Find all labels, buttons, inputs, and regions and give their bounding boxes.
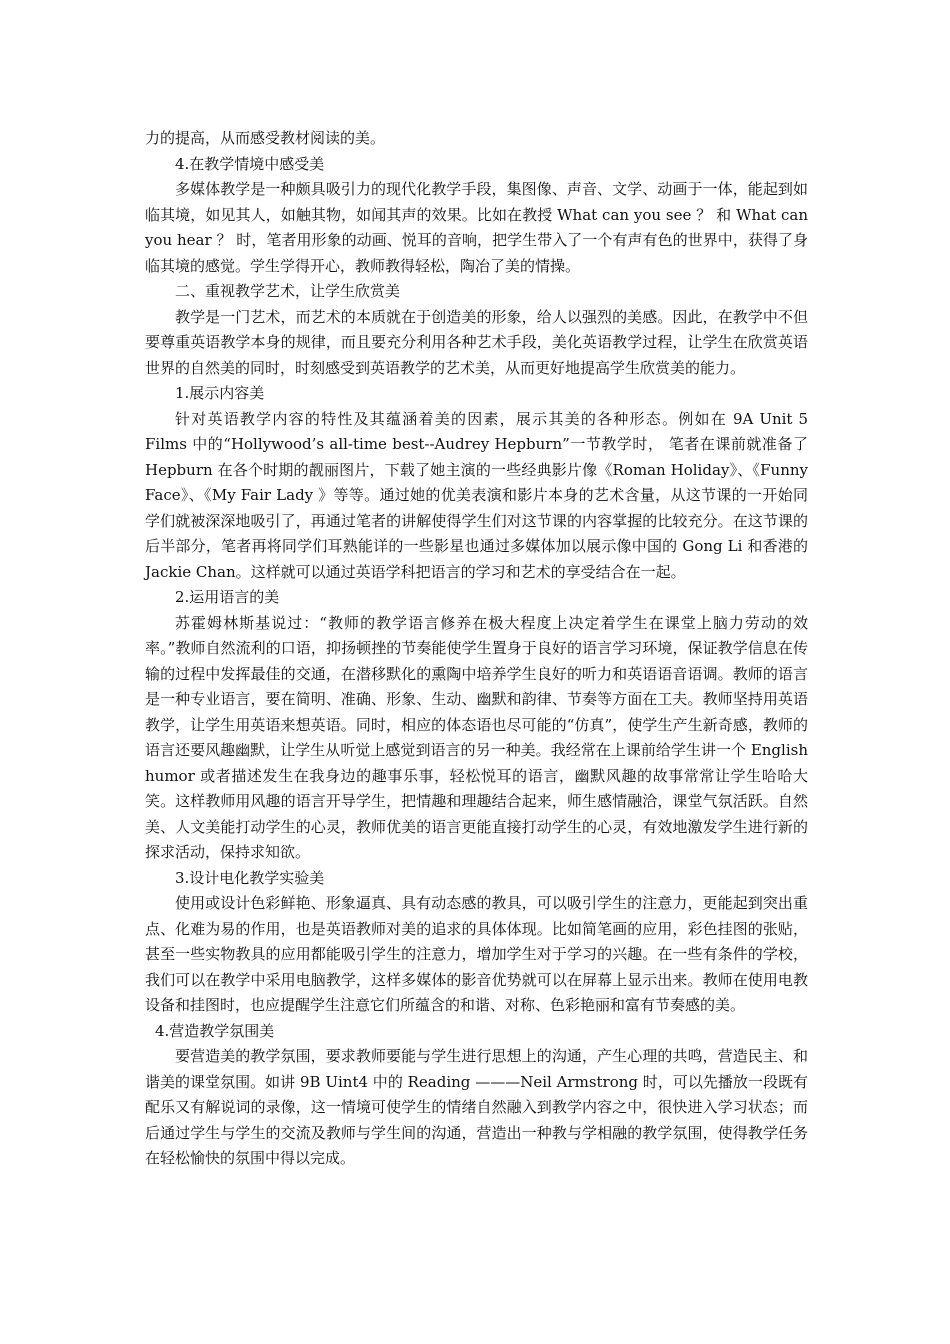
body-paragraph: 针对英语教学内容的特性及其蕴涵着美的因素，展示其美的各种形态。例如在 9A Unit 5 Films 中的“Hollywood’s all-time best--Audrey Hepburn”一节教学时， 笔者在课前就准备了 Hepburn 在各个时期的靓丽图片，下载了她主演的一些经典影片像《Roman Holiday》、《Funny Face》、《My Fair Lady 》等等。通过她的优美表演和影片本身的艺术含量，从这节课的一开始同学们就被深深地吸引了，再通过笔者的讲解使得学生们对这节课的内容掌握的比较充分。在这节课的后半部分，笔者再将同学们耳熟能详的一些影星也通过多媒体加以展示像中国的 Gong Li 和香港的 Jackie Chan。这样就可以通过英语学科把语言的学习和艺术的享受结合在一起。 (145, 409, 808, 581)
body-paragraph: 苏霍姆林斯基说过：“教师的教学语言修养在极大程度上决定着学生在课堂上脑力劳动的效率。”教师自然流利的口语，抑扬顿挫的节奏能使学生置身于良好的语言学习环境，保证教学信息在传输的过程中发挥最佳的交通，在潜移默化的熏陶中培养学生良好的听力和英语语音语调。教师的语言是一种专业语言，要在简明、准确、形象、生动、幽默和韵律、节奏等方面在工夫。教师坚持用英语教学，让学生用英语来想英语。同时，相应的体态语也尽可能的“仿真”，使学生产生新奇感，教师的语言还要风趣幽默，让学生从听觉上感觉到语言的另一种美。我经常在上课前给学生讲一个 English humor 或者描述发生在我身边的趣事乐事，轻松悦耳的语言，幽默风趣的故事常常让学生哈哈大笑。这样教师用风趣的语言开导学生，把情趣和理趣结合起来，师生感情融洽，课堂气氛活跃。自然美、人文美能打动学生的心灵，教师优美的语言更能直接打动学生的心灵，有效地激发学生进行新的探求活动，保持求知欲。 (145, 613, 808, 861)
section-heading: 1.展示内容美 (175, 384, 265, 402)
body-paragraph: 要营造美的教学氛围，要求教师要能与学生进行思想上的沟通，产生心理的共鸣，营造民主、和谐美的课堂氛围。如讲 9B Uint4 中的 Reading ———Neil Armstrong 时，可以先播放一段既有配乐又有解说词的录像，这一情境可使学生的情绪自然融入到教学内容之中，很快进入学习状态；而后通过学生与学生的交流及教师与学生间的沟通，营造出一种教与学相融的教学氛围，使得教学任务在轻松愉快的氛围中得以完成。 (145, 1047, 808, 1167)
body-paragraph: 多媒体教学是一种颇具吸引力的现代化教学手段，集图像、声音、文学、动画于一体，能起到如临其境，如见其人，如触其物，如闻其声的效果。比如在教授 What can you see ？ 和 What can you hear ？ 时，笔者用形象的动画、悦耳的音响，把学生带入了一个有声有色的世界中，获得了身临其境的感觉。学生学得开心，教师教得轻松，陶冶了美的情操。 (145, 180, 808, 275)
section-heading: 3.设计电化教学实验美 (175, 868, 325, 887)
section-heading: 二、重视教学艺术，让学生欣赏美 (175, 282, 401, 300)
body-paragraph: 教学是一门艺术，而艺术的本质就在于创造美的形象，给人以强烈的美感。因此，在教学中不但要尊重英语教学本身的规律，而且要充分利用各种艺术手段，美化英语教学过程，让学生在欣赏英语世界的自然美的同时，时刻感受到英语教学的艺术美，从而更好地提高学生欣赏美的能力。 (145, 307, 808, 377)
paragraph-continuation: 力的提高，从而感受教材阅读的美。 (145, 129, 386, 147)
document-page (145, 126, 808, 1172)
section-heading: 4.营造教学氛围美 (155, 1021, 275, 1040)
section-heading: 4.在教学情境中感受美 (175, 154, 325, 173)
body-paragraph: 使用或设计色彩鲜艳、形象逼真、具有动态感的教具，可以吸引学生的注意力，更能起到突出重点、化难为易的作用，也是英语教师对美的追求的具体体现。比如简笔画的应用，彩色挂图的张贴，甚至一些实物教具的应用都能吸引学生的注意力，增加学生对于学习的兴趣。在一些有条件的学校，我们可以在教学中采用电脑教学，这样多媒体的影音优势就可以在屏幕上显示出来。教师在使用电教设备和挂图时，也应提醒学生注意它们所蕴含的和谐、对称、色彩艳丽和富有节奏感的美。 (145, 894, 808, 1014)
section-heading: 2.运用语言的美 (175, 588, 280, 606)
